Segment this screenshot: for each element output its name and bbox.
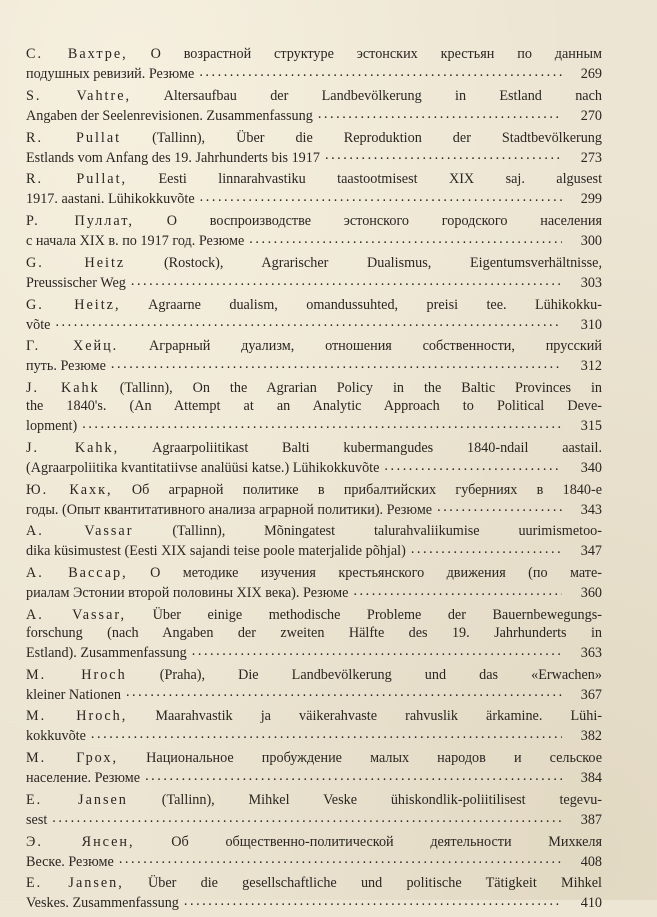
toc-entry-author: M. Hroch, (26, 708, 128, 725)
toc-entry-text: Altersaufbau der Landbevölkerung in Estland nach (163, 87, 602, 104)
toc-entry-author: A. Vassar, (26, 606, 127, 623)
toc-entry (26, 130, 602, 168)
toc-entry-text: население. Резюме (26, 770, 141, 787)
toc-entry-text: О воспроизводстве эстонского городского населения (166, 213, 602, 230)
page-number: 312 (580, 358, 602, 375)
toc-entry-text: О методике изучения крестьянского движения (по мате- (150, 565, 602, 582)
toc-entry-author: G. Heitz, (26, 296, 121, 313)
toc-entry-line (26, 667, 602, 685)
toc-entry-author: R. Pullat, (26, 171, 128, 188)
page-number: 360 (580, 585, 602, 602)
dot-leader (126, 684, 562, 698)
toc-entry-text: the 1840's. (An Attempt at an Analytic Approach to Political Deve- (26, 398, 602, 415)
page-number: 340 (580, 459, 602, 476)
dot-leader (55, 314, 562, 328)
toc-entry-line (26, 398, 602, 416)
toc-entry-text: sest (26, 811, 48, 828)
toc-entry-text: Об общественно-политической деятельности Михкеля (171, 833, 602, 850)
toc-entry-author: M. Hroch (26, 666, 127, 683)
toc-entry-text: Agraarne dualism, omandussuhted, preisi tee. Lühikokku- (148, 296, 602, 313)
toc-entry-line (26, 607, 602, 625)
toc-entry-last-line (26, 726, 602, 746)
toc-entry-text: Веске. Резюме (26, 853, 114, 870)
toc-entry-last-line (26, 684, 602, 704)
toc-entry-text: (Rostock), Agrarischer Dualismus, Eigentumsverhältnisse, (163, 254, 602, 271)
toc-entry (26, 171, 602, 209)
toc-entry-line (26, 297, 602, 315)
toc-entry-author: A. Vassar (26, 523, 134, 540)
page-number: 410 (580, 895, 602, 912)
dot-leader (145, 768, 562, 782)
dot-leader (325, 147, 562, 161)
toc-entry-author: E. Jansen, (26, 875, 124, 892)
dot-leader (111, 356, 562, 370)
toc-entry (26, 482, 602, 520)
page-number: 343 (580, 501, 602, 518)
dot-leader (131, 273, 562, 287)
toc-entry-author: А. Вассар, (26, 565, 128, 582)
toc-entry-last-line (26, 810, 602, 830)
toc-entry (26, 338, 602, 376)
toc-entry-line (26, 380, 602, 398)
page-number: 273 (580, 149, 602, 166)
page-number: 299 (580, 191, 602, 208)
toc-entry-last-line (26, 147, 602, 167)
toc-entry-text: (Tallinn), Über die Reproduktion der Stadtbevölkerung (152, 129, 602, 146)
toc-entry-text: Über einige methodische Probleme der Bauernbewegungs- (152, 606, 602, 623)
toc-entry-last-line (26, 106, 602, 126)
toc-entry-last-line (26, 768, 602, 788)
toc-entry-text: forschung (nach Angaben der zweiten Hälfte des 19. Jahrhunderts in (26, 624, 602, 641)
toc-entry-text: kleiner Nationen (26, 686, 121, 703)
toc-entry-last-line (26, 356, 602, 376)
toc-entry-text: Angaben der Seelenrevisionen. Zusammenfassung (26, 107, 313, 124)
toc-entry-line (26, 482, 602, 500)
toc-entry-text: dika küsimustest (Eesti XIX sajandi teise poole materjalide põhjal) (26, 543, 406, 560)
page-number: 315 (580, 418, 602, 435)
toc-entry-line (26, 338, 602, 356)
page-number: 310 (580, 316, 602, 333)
dot-leader (199, 64, 562, 78)
toc-entry-last-line (26, 416, 602, 436)
toc-entry-text: риалам Эстонии второй половины XIX века). Резюме (26, 585, 349, 602)
toc-entry-author: Ю. Кахк, (26, 481, 113, 498)
toc-entry-line (26, 255, 602, 273)
dot-leader (353, 583, 562, 597)
toc-entry-text: Maarahvastik ja väikerahvaste rahvuslik ärkamine. Lühi- (155, 708, 603, 725)
toc-entry-author: Р. Пуллат, (26, 213, 134, 230)
toc-entry-last-line (26, 583, 602, 603)
toc-entry-last-line (26, 541, 602, 561)
dot-leader (184, 893, 562, 907)
toc-entry-text: Agraarpoliitikast Balti kubermangudes 1840-ndail aastail. (152, 439, 602, 456)
dot-leader (437, 499, 562, 513)
toc-entry-text: Über die gesellschaftliche und politische Tätigkeit Mihkel (148, 875, 603, 892)
toc-entry-line (26, 565, 602, 583)
page-number: 269 (580, 65, 602, 82)
toc-entry-line (26, 440, 602, 458)
toc-entry (26, 46, 602, 84)
toc-entry-text: kokkuvõte (26, 728, 86, 745)
dot-leader (249, 231, 562, 245)
dot-leader (82, 416, 562, 430)
toc-entry-line (26, 171, 602, 189)
toc-entry-author: Э. Янсен, (26, 833, 135, 850)
toc-entry-author: G. Heitz (26, 254, 126, 271)
toc-entry-text: Veskes. Zusammenfassung (26, 895, 179, 912)
dot-leader (192, 643, 562, 657)
page-number: 270 (580, 107, 602, 124)
toc-entry-author: М. Грох, (26, 750, 119, 767)
toc-entry (26, 88, 602, 126)
toc-entry (26, 297, 602, 335)
toc-entry-text: (Praha), Die Landbevölkerung und das «Erwachen» (159, 666, 602, 683)
toc-entry-line (26, 875, 602, 893)
toc-entry-line (26, 88, 602, 106)
toc-entry-text: подушных ревизий. Резюме (26, 65, 195, 82)
toc-entry-last-line (26, 499, 602, 519)
page-number: 300 (580, 233, 602, 250)
toc-entry-last-line (26, 273, 602, 293)
toc-entry-text: 1917. aastani. Lühikokkuvõte (26, 191, 195, 208)
toc-entry-author: S. Vahtre, (26, 87, 132, 104)
dot-leader (200, 189, 562, 203)
dot-leader (52, 810, 562, 824)
toc-entry-text: (Tallinn), Mihkel Veske ühiskondlik-poliitilisest tegevu- (161, 791, 603, 808)
dot-leader (119, 851, 562, 865)
toc-entry (26, 875, 602, 913)
toc-entry-last-line (26, 643, 602, 663)
dot-leader (384, 458, 562, 472)
toc-entry-text: путь. Резюме (26, 358, 106, 375)
toc-entry-text: О возрастной структуре эстонских крестьян по данным (150, 46, 602, 62)
toc-entry-text: Об аграрной политике в прибалтийских губерниях в 1840-е (131, 481, 602, 498)
toc-entry-text: võte (26, 316, 51, 333)
toc-entry-last-line (26, 893, 602, 913)
dot-leader (91, 726, 562, 740)
toc-entry-last-line (26, 851, 602, 871)
toc-entry-text: Национальное пробуждение малых народов и сельское (146, 750, 602, 767)
toc-entry-text: lopment) (26, 418, 78, 435)
toc-entry-line (26, 708, 602, 726)
page-number: 367 (580, 686, 602, 703)
toc-entry-last-line (26, 231, 602, 251)
toc-entry-author: E. Jansen (26, 791, 128, 808)
toc-entry (26, 565, 602, 603)
toc-entry-line (26, 834, 602, 852)
page-number: 363 (580, 644, 602, 661)
toc-entry-line (26, 46, 602, 64)
page-number: 382 (580, 728, 602, 745)
toc-entry (26, 667, 602, 705)
toc-entry-line (26, 213, 602, 231)
page-number: 387 (580, 811, 602, 828)
toc-entry (26, 834, 602, 872)
toc-entry-author: J. Kahk, (26, 439, 120, 456)
page-number: 384 (580, 770, 602, 787)
toc-entry-last-line (26, 64, 602, 84)
table-of-contents (26, 46, 602, 917)
toc-entry-text: Eesti linnarahvastiku taastootmisest XIX saj. algusest (158, 171, 603, 188)
toc-entry-text: Estlands vom Anfang des 19. Jahrhunderts bis 1917 (26, 149, 320, 166)
toc-entry-text: годы. (Опыт квантитативного анализа аграрной политики). Резюме (26, 501, 433, 518)
toc-entry-author: J. Kahk (26, 380, 100, 397)
toc-entry (26, 708, 602, 746)
toc-entry (26, 607, 602, 663)
toc-entry (26, 523, 602, 561)
page-number: 347 (580, 543, 602, 560)
toc-entry-line (26, 750, 602, 768)
toc-entry (26, 213, 602, 251)
toc-entry-author: С. Вахтре, (26, 46, 128, 62)
toc-entry-last-line (26, 189, 602, 209)
toc-entry (26, 440, 602, 478)
toc-entry-text: (Agraarpoliitika kvantitatiivse analüüsi katse.) Lühikokkuvõte (26, 459, 380, 476)
toc-entry-author: Г. Хейц. (26, 338, 119, 355)
dot-leader (411, 541, 562, 555)
toc-entry (26, 380, 602, 436)
toc-entry-author: R. Pullat (26, 129, 122, 146)
toc-entry-text: (Tallinn), On the Agrarian Policy in the Baltic Provinces in (119, 380, 602, 397)
toc-entry-line (26, 625, 602, 643)
toc-entry (26, 255, 602, 293)
toc-entry-text: Estland). Zusammenfassung (26, 644, 187, 661)
toc-entry-last-line (26, 458, 602, 478)
page-number: 303 (580, 274, 602, 291)
toc-entry (26, 750, 602, 788)
toc-entry-line (26, 523, 602, 541)
toc-entry-last-line (26, 314, 602, 334)
toc-entry (26, 792, 602, 830)
dot-leader (318, 106, 562, 120)
toc-entry-text: (Tallinn), Mõningatest talurahvaliikumise uurimismetoo- (172, 523, 602, 540)
toc-entry-line (26, 792, 602, 810)
page-number: 408 (580, 853, 602, 870)
toc-entry-text: Аграрный дуализм, отношения собственности, прусский (149, 338, 602, 355)
toc-entry-line (26, 130, 602, 148)
toc-entry-text: Preussischer Weg (26, 274, 126, 291)
toc-entry-text: с начала XIX в. по 1917 год. Резюме (26, 233, 245, 250)
